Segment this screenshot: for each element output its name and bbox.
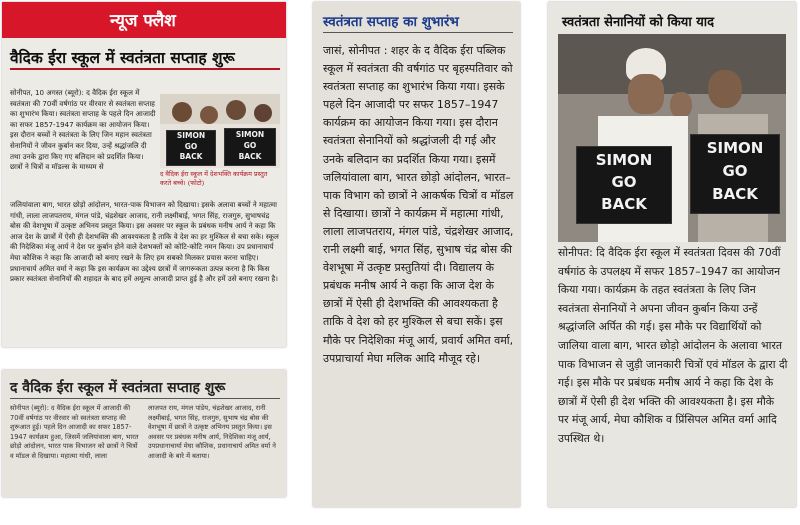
clipping-1-headline: वैदिक ईरा स्कूल में स्वतंत्रता सप्ताह शुरू [10,49,235,67]
clipping-3-headline: स्वतंत्रता सप्ताह का शुभारंभ [323,14,459,30]
protest-sign-right: SIMON GO BACK [690,134,780,214]
clipping-3-body: जासं, सोनीपत : शहर के द वैदिक ईरा पब्लिक स्कूल में स्वतंत्रता की वर्षगांठ पर बृहस्पतिवार को स्वतंत्रता सप्ताह का शुभारंभ किया गया। इसके पहले दिन आजादी पर सफर 1857–1947 कार्यक्रम का आयोजन किया गया। इस दौरान स्वतंत्रता सेनानियों को श्रद्धांजली दी गई और उनके बलिदान का प्रदर्शित किया गया। इसमें जलियांवाला बाग, भारत छोड़ो आंदोलन, भारत–पाक विभाग को छात्रों ने आकर्षक चित्रों व मॉडल से दिखाया। छात्रों ने कार्यक्रम में महात्मा गांधी, लाला लाजपतराय, मंगल पांडे, चंद्रशेखर आजाद, रानी लक्ष्मी बाई, भगत सिंह, सुभाष चंद्र बोस की वेशभूषा में उत्कृष्ट प्रस्तुतियां दी। विद्यालय के प्रबंधक मनीष आर्य ने कहा कि आज देश के छात्रों में ऐसी ही देशभक्ति की आवश्यकता है ताकि वे देश को हर मुश्किल से बचा सकें। इस मौके पर निदेशिका मंजू आर्य, प्रवार्य अमित वर्मा, उपप्राचार्या मेघा मलिक आदि मौजूद रहे। [323,44,514,365]
clipping-2-column-left: सोनीपत (ब्यूरो): द वैदिक ईरा स्कूल में आजादी की 70वीं वर्षगांठ पर वीरवार को स्वतंत्रता सप्ताह की शुरूआत हुई। पहले दिन आजादी का सफर 1857-1947 कार्यक्रम हुआ, जिसमें जलियांवाला बाग, भारत छोड़ो आंदोलन, भारत पाक विभाजन को छात्रों ने चित्रों व मॉडल से दिखाया। महात्मा गांधी, लाला [10,404,139,460]
clipping-1-photo [160,94,280,168]
headline-rule [323,32,513,33]
news-clipping-3 [313,2,520,507]
clipping-1-photo-caption: द वैदिक ईरा स्कूल में देशभक्ति कार्यक्रम प्रस्तुत करते बच्चे। (फोटो) [160,170,268,187]
news-clipping-2 [2,370,286,497]
clipping-4-photo [558,34,786,242]
news-flash-banner [2,2,286,38]
news-clipping-1 [2,2,286,347]
clipping-4-body: सोनीपत: दि वैदिक ईरा स्कूल में स्वतंत्रता दिवस की 70वीं वर्षगांठ के उपलक्ष्य में सफर 1857–1947 का आयोजन किया गया। कार्यक्रम के तहत स्वतंत्रता के लिए जिन स्वतंत्रता सेनानियों ने अपना जीवन कुर्बान किया उन्हें श्रद्धांजलि अर्पित की गई। इस मौके पर विद्यार्थियों को जालिया वाला बाग, भारत छोड़ो आंदोलन के अलावा भारत पाक विभाजन से जुड़ी जानकारी चित्रों एवं मॉडल के द्वारा दी गई। इस मौके पर प्रबंधक मनीष आर्य ने कहा कि देश के छात्रों में ऐसी ही देश भक्ति की आवश्यकता है। इस मौके पर मंजू आर्य, मेघा कौशिक व प्रिंसिपल अमित वर्मा आदि उपस्थित थे। [558,246,788,445]
headline-rule [10,398,280,399]
protest-sign-left: SIMON GO BACK [576,146,672,224]
clipping-1-body-top: सोनीपत, 10 अगस्त (ब्यूरो): द वैदिक ईरा स्कूल में स्वतंत्रता की 70वीं वर्षगांठ पर वीरवार से स्वतंत्रता सप्ताह का शुभारंभ किया। स्वतंत्रता सप्ताह के पहले दिन आजादी का सफर 1857-1947 कार्यक्रम का आयोजन किया। इस दौरान बच्चों ने स्वतंत्रता के लिए जिन महान स्वतंत्रता सेनानियों ने जीवन कुर्बान कर दिया, उन्हें श्रद्धांजलि दी तथा उनके द्वारा किए गए बलिदान को प्रदर्शित किया। छात्रों ने चित्रों व मॉडल्स के माध्यम से [10,88,156,172]
clipping-4-headline: स्वतंत्रता सेनानियों को किया याद [562,15,715,30]
news-clipping-4 [548,2,796,507]
clipping-2-column-right: लाजपत राय, मंगल पांडेय, चंद्रशेखर आजाद, रानी लक्ष्मीबाई, भगत सिंह, राजगुरु, सुभाष चंद्र बोस की वेशभूषा में छात्रों ने उत्कृष्ट अभिनय प्रस्तुत किया। इस अवसर पर प्रबंधक मनीष आर्य, निदेशिका मंजू आर्य, उपप्रधानाचार्या मेघा कौशिक, प्रधानाचार्य अमित वर्मा ने आजादी के बारे में बताया। [148,404,276,460]
headline-rule [10,68,280,70]
clipping-2-headline: द वैदिक ईरा स्कूल में स्वतंत्रता सप्ताह शुरू [10,380,226,396]
clipping-1-body-bottom: जलियांवाला बाग, भारत छोड़ो आंदोलन, भारत-पाक विभाजन को दिखाया। इसके अलावा बच्चों ने महात्मा गांधी, लाला लाजपतराय, मंगल पांडे, चंद्रशेखर आजाद, रानी लक्ष्मीबाई, भगत सिंह, राजगुरु, सुभाषचंद्र बोस की वेशभूषा में उत्कृष्ट अभिनय प्रस्तुत किया। इस अवसर पर स्कूल के प्रबंधक मनीष आर्य ने कहा कि आज देश के छात्रों में ऐसी ही देशभक्ति की आवश्यकता है ताकि वे देश का हर मुश्किल से बचा सके। स्कूल की निदेशिका मंजू आर्य ने देश पर कुर्बान होने वाले देशभक्तों को कोटि-कोटि नमन किया। उप प्रधानाचार्य मेघा कौशिक ने कहा कि आजादी को बनाए रखने के लिए हम सबको मिलकर प्रयास करना चाहिए। प्रधानाचार्य अमित वर्मा ने कहा कि इस कार्यक्रम का उद्देश्य छात्रों में जागरूकता उत्पन्न करना है कि किस प्रकार स्वतंत्रता सेनानियों की शहादत के बाद हमें अमूल्य आजादी प्राप्त हुई है और हमें उसे बनाए रखना है। [10,200,279,284]
protest-sign-left: SIMON GO BACK [166,130,216,166]
banner-label: न्यूज फ्लैश [110,11,176,31]
protest-sign-right: SIMON GO BACK [224,128,276,166]
